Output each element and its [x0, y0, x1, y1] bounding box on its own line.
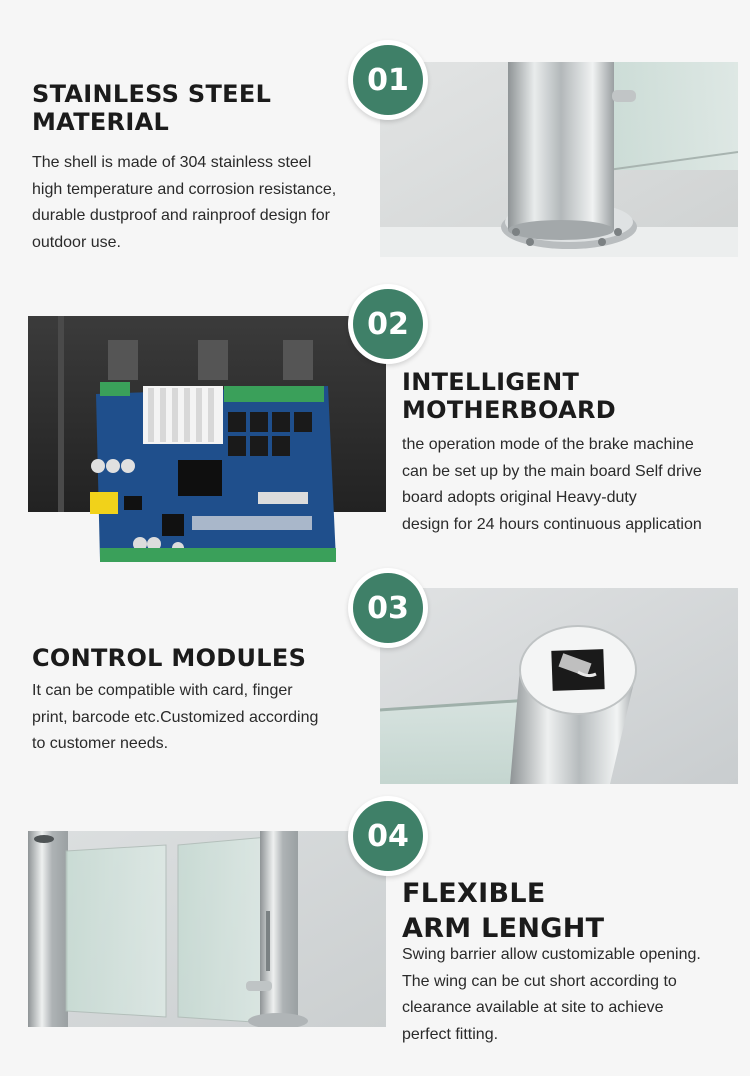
title-line-1: STAINLESS STEEL	[32, 80, 272, 108]
feature-title	[402, 368, 616, 424]
feature-number-badge	[348, 40, 428, 120]
description-line: board adopts original Heavy-duty	[402, 489, 637, 506]
title-line-1: CONTROL MODULES	[32, 644, 307, 672]
feature-flexible-arm	[0, 800, 750, 1076]
swing-barrier-wings-photo	[28, 831, 386, 1027]
feature-number-badge	[348, 284, 428, 364]
description-line: The shell is made of 304 stainless steel	[32, 154, 312, 171]
description-line: print, barcode etc.Customized according	[32, 708, 319, 726]
description-line: It can be compatible with card, finger	[32, 682, 293, 699]
badge-number: 04	[353, 801, 423, 871]
feature-description	[402, 942, 701, 1048]
title-line-1: INTELLIGENT	[402, 368, 580, 396]
feature-control-modules	[0, 570, 750, 800]
feature-description	[32, 678, 318, 758]
badge-number: 03	[353, 573, 423, 643]
description-line: high temperature and corrosion resistance,	[32, 180, 337, 198]
badge-number: 01	[353, 45, 423, 115]
description-line: to customer needs.	[32, 735, 169, 752]
feature-motherboard	[0, 280, 750, 570]
feature-stainless-steel	[0, 0, 750, 270]
title-line-2: MATERIAL	[32, 108, 170, 136]
description-line: The wing can be cut short according to	[402, 972, 677, 990]
description-line: design for 24 hours continuous application	[402, 515, 702, 533]
card-reader-post-photo	[380, 588, 738, 784]
description-line: outdoor use.	[32, 233, 121, 251]
feature-number-badge	[348, 796, 428, 876]
control-board-photo	[28, 316, 386, 564]
description-line: clearance available at site to achieve	[402, 999, 664, 1016]
description-line: the operation mode of the brake machine	[402, 436, 694, 453]
description-line: Swing barrier allow customizable opening.	[402, 946, 701, 963]
description-line: can be set up by the main board Self drive	[402, 462, 702, 480]
title-line-2: MOTHERBOARD	[402, 396, 616, 424]
feature-title	[32, 80, 271, 136]
feature-number-badge	[348, 568, 428, 648]
feature-description	[402, 432, 702, 538]
feature-title	[32, 644, 306, 672]
feature-description	[32, 150, 336, 256]
stainless-steel-post-photo	[380, 62, 738, 257]
title-line-1: FLEXIBLE	[402, 878, 546, 909]
title-line-2: ARM LENGHT	[402, 913, 605, 944]
badge-number: 02	[353, 289, 423, 359]
description-line: perfect fitting.	[402, 1025, 499, 1043]
description-line: durable dustproof and rainproof design for	[32, 207, 330, 224]
feature-title	[402, 876, 604, 946]
